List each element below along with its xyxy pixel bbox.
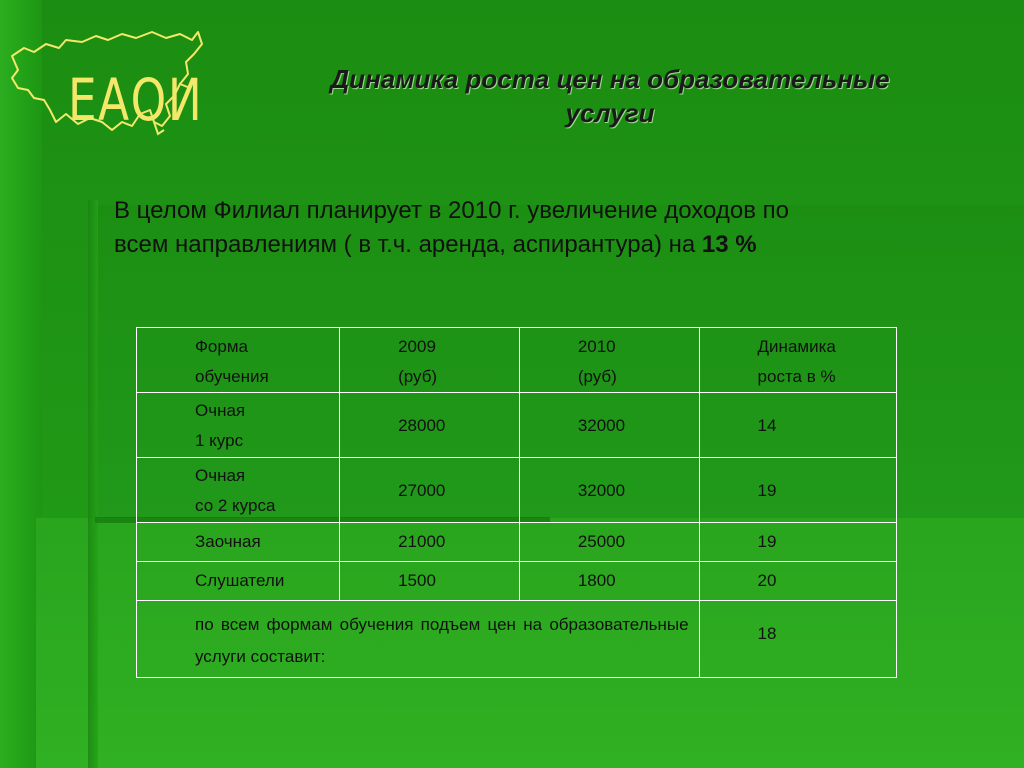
header-form-line2: обучения bbox=[195, 367, 269, 386]
table-header-row bbox=[137, 328, 897, 393]
price-table bbox=[136, 327, 897, 678]
header-cell-form bbox=[137, 328, 340, 393]
cell-form bbox=[137, 562, 340, 601]
value-growth: 14 bbox=[757, 416, 777, 435]
header-cell-2010 bbox=[519, 328, 699, 393]
header-2009-line1: 2009 bbox=[398, 337, 436, 356]
form-line1: Слушатели bbox=[195, 571, 285, 590]
logo bbox=[4, 26, 204, 138]
summary-growth-cell bbox=[699, 601, 896, 678]
title-line-1: Динамика роста цен на образовательные bbox=[330, 64, 890, 94]
intro-line-2 bbox=[114, 228, 954, 262]
decor-stripe-vertical bbox=[88, 200, 98, 768]
cell-2010 bbox=[519, 562, 699, 601]
cell-growth bbox=[699, 523, 896, 562]
table-row bbox=[137, 393, 897, 458]
header-2009-line2: (руб) bbox=[398, 367, 438, 386]
header-cell-growth bbox=[699, 328, 896, 393]
table-row bbox=[137, 458, 897, 523]
value-growth: 20 bbox=[757, 571, 777, 590]
form-line1: Заочная bbox=[195, 532, 261, 551]
cell-growth bbox=[699, 393, 896, 458]
cell-form bbox=[137, 458, 340, 523]
value-growth: 19 bbox=[757, 481, 777, 500]
cell-2010 bbox=[519, 458, 699, 523]
logo-text: ЕАОИ bbox=[68, 66, 204, 134]
cell-form bbox=[137, 393, 340, 458]
summary-text-cell bbox=[137, 601, 700, 678]
header-2010-line2: (руб) bbox=[577, 367, 617, 386]
cell-2009 bbox=[340, 393, 520, 458]
header-growth-line2: роста в % bbox=[757, 367, 836, 386]
table-row bbox=[137, 562, 897, 601]
header-2010-line1: 2010 bbox=[577, 337, 616, 356]
value-2009: 21000 bbox=[398, 532, 446, 551]
value-2009: 1500 bbox=[398, 571, 436, 590]
summary-text: по всем формам обучения подъем цен на образовательные услуги составит: bbox=[195, 615, 689, 666]
form-line2: 1 курс bbox=[195, 431, 244, 450]
summary-growth: 18 bbox=[757, 624, 777, 643]
intro-line-1: В целом Филиал планирует в 2010 г. увеличение доходов по bbox=[114, 197, 789, 224]
value-2010: 1800 bbox=[577, 571, 616, 590]
form-line2: со 2 курса bbox=[195, 496, 276, 515]
value-2010: 32000 bbox=[577, 481, 626, 500]
cell-2009 bbox=[340, 562, 520, 601]
cell-growth bbox=[699, 458, 896, 523]
value-2009: 27000 bbox=[398, 481, 446, 500]
intro-highlight: 13 % bbox=[701, 231, 757, 258]
form-line1: Очная bbox=[195, 401, 246, 420]
cell-2009 bbox=[340, 458, 520, 523]
table-summary-row bbox=[137, 601, 897, 678]
value-2010: 32000 bbox=[577, 416, 626, 435]
page-title bbox=[240, 62, 980, 130]
header-growth-line1: Динамика bbox=[757, 337, 836, 356]
form-line1: Очная bbox=[195, 466, 246, 485]
table-row bbox=[137, 523, 897, 562]
intro-paragraph bbox=[114, 194, 954, 262]
header-form-line1: Форма bbox=[195, 337, 248, 356]
header-cell-2009 bbox=[340, 328, 520, 393]
value-2009: 28000 bbox=[398, 416, 446, 435]
value-2010: 25000 bbox=[577, 532, 626, 551]
cell-growth bbox=[699, 562, 896, 601]
cell-2009 bbox=[340, 523, 520, 562]
title-line-2: услуги bbox=[565, 98, 655, 128]
cell-2010 bbox=[519, 523, 699, 562]
value-growth: 19 bbox=[757, 532, 777, 551]
cell-2010 bbox=[519, 393, 699, 458]
cell-form bbox=[137, 523, 340, 562]
intro-line-2-text: всем направлениям ( в т.ч. аренда, аспирантура) на bbox=[114, 231, 702, 258]
